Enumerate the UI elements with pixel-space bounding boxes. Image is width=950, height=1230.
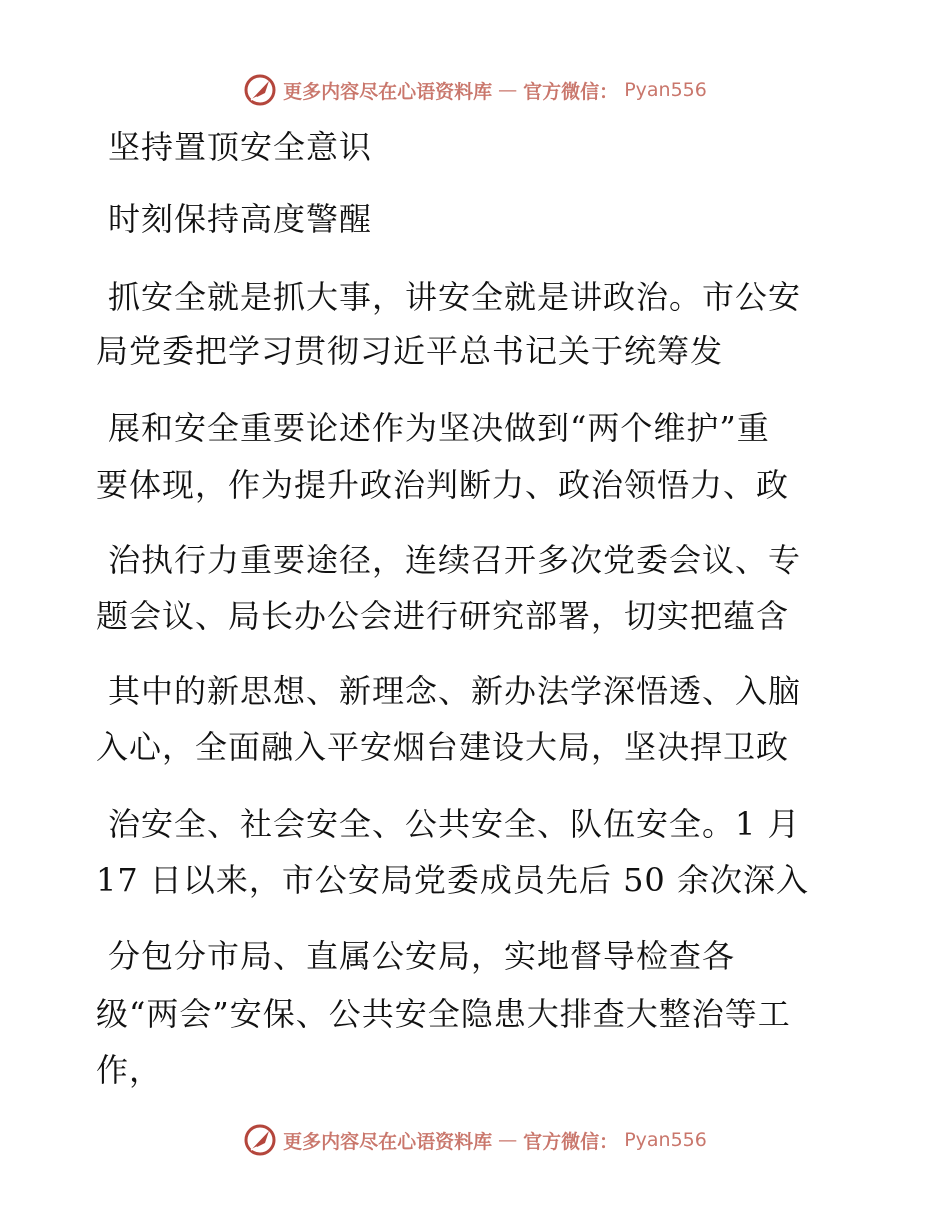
doc-line: 时刻保持高度警醒 bbox=[108, 200, 373, 238]
watermark-contact-id: Pyan556 bbox=[624, 1129, 707, 1151]
doc-line: 入心，全面融入平安烟台建设大局，坚决捍卫政 bbox=[96, 728, 790, 766]
watermark-contact-label: 官方微信： bbox=[523, 80, 619, 103]
doc-line: 治执行力重要途径，连续召开多次党委会议、专 bbox=[108, 541, 802, 579]
doc-line: 坚持置顶安全意识 bbox=[108, 128, 373, 166]
doc-line: 作， bbox=[96, 1051, 163, 1089]
watermark-site-text: 更多内容尽在心语资料库 bbox=[283, 1130, 493, 1153]
doc-line: 级“两会”安保、公共安全隐患大排查大整治等工 bbox=[96, 995, 791, 1033]
watermark-site-text: 更多内容尽在心语资料库 bbox=[283, 80, 493, 103]
doc-line: 题会议、局长办公会进行研究部署，切实把蕴含 bbox=[96, 597, 790, 635]
doc-line: 其中的新思想、新理念、新办法学深悟透、入脑 bbox=[108, 672, 802, 710]
doc-line: 分包分市局、直属公安局，实地督导检查各 bbox=[108, 937, 736, 975]
doc-line: 局党委把学习贯彻习近平总书记关于统筹发 bbox=[96, 332, 724, 370]
doc-line: 展和安全重要论述作为坚决做到“两个维护”重 bbox=[108, 409, 770, 447]
watermark-contact-id: Pyan556 bbox=[624, 79, 707, 101]
doc-line: 治安全、社会安全、公共安全、队伍安全。1 月 bbox=[108, 805, 801, 843]
watermark-contact-label: 官方微信： bbox=[523, 1130, 619, 1153]
watermark-separator: — bbox=[498, 1129, 518, 1151]
header-watermark bbox=[0, 70, 950, 110]
doc-line: 要体现，作为提升政治判断力、政治领悟力、政 bbox=[96, 466, 790, 504]
quill-logo-icon bbox=[243, 1123, 277, 1157]
doc-line: 17 日以来，市公安局党委成员先后 50 余次深入 bbox=[96, 861, 809, 899]
watermark-separator: — bbox=[498, 79, 518, 101]
doc-line: 抓安全就是抓大事，讲安全就是讲政治。市公安 bbox=[108, 278, 802, 316]
quill-logo-icon bbox=[243, 73, 277, 107]
footer-watermark bbox=[0, 1120, 950, 1160]
